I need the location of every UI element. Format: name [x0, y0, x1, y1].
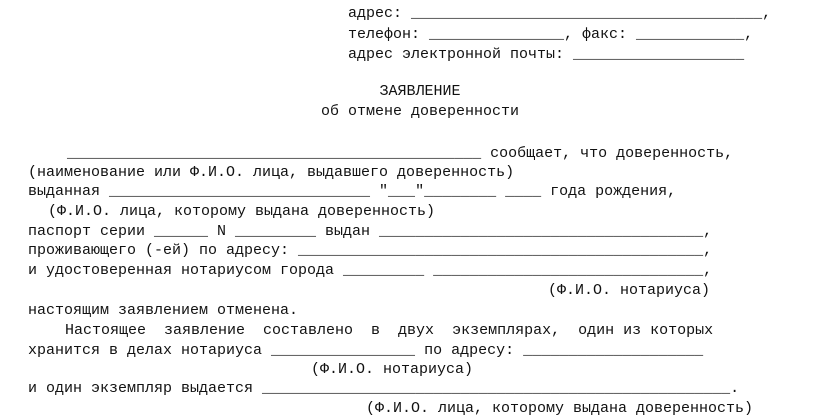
email-line: адрес электронной почты: ___________________	[348, 46, 745, 63]
document-subtitle: об отмене доверенности	[320, 103, 520, 120]
caption-grantee: (Ф.И.О. лица, которому выдана доверенность)	[48, 203, 436, 220]
body-line-1: ______________________________________________ сообщает, что доверенность,	[67, 145, 734, 162]
caption-notary-2: (Ф.И.О. нотариуса)	[311, 361, 474, 378]
body-line-passport: паспорт серии ______ N _________ выдан ____________________________________,	[28, 223, 713, 240]
document-title: ЗАЯВЛЕНИЕ	[379, 83, 461, 100]
address-line: адрес: _______________________________________,	[348, 5, 772, 22]
body-line-issued: выданная _____________________________ "___"________ ____ года рождения,	[28, 183, 677, 200]
caption-notary: (Ф.И.О. нотариуса)	[548, 282, 711, 299]
caption-grantee-2: (Ф.И.О. лица, которому выдана доверенность)	[366, 400, 754, 417]
body-line-notary: и удостоверенная нотариусом города _________ ______________________________,	[28, 262, 713, 279]
body-line-copies: Настоящее заявление составлено в двух экземплярах, один из которых	[65, 322, 714, 339]
body-line-address: проживающего (-ей) по адресу: _____________________________________________,	[28, 242, 713, 259]
body-line-revoked: настоящим заявлением отменена.	[28, 302, 299, 319]
body-line-kept: хранится в делах нотариуса ________________ по адресу: ____________________	[28, 342, 704, 359]
body-line-issued-copy: и один экземпляр выдается ____________________________________________________.	[28, 380, 740, 397]
phone-fax-line: телефон: _______________, факс: ____________,	[348, 26, 754, 43]
caption-issuer: (наименование или Ф.И.О. лица, выдавшего доверенность)	[28, 164, 515, 181]
